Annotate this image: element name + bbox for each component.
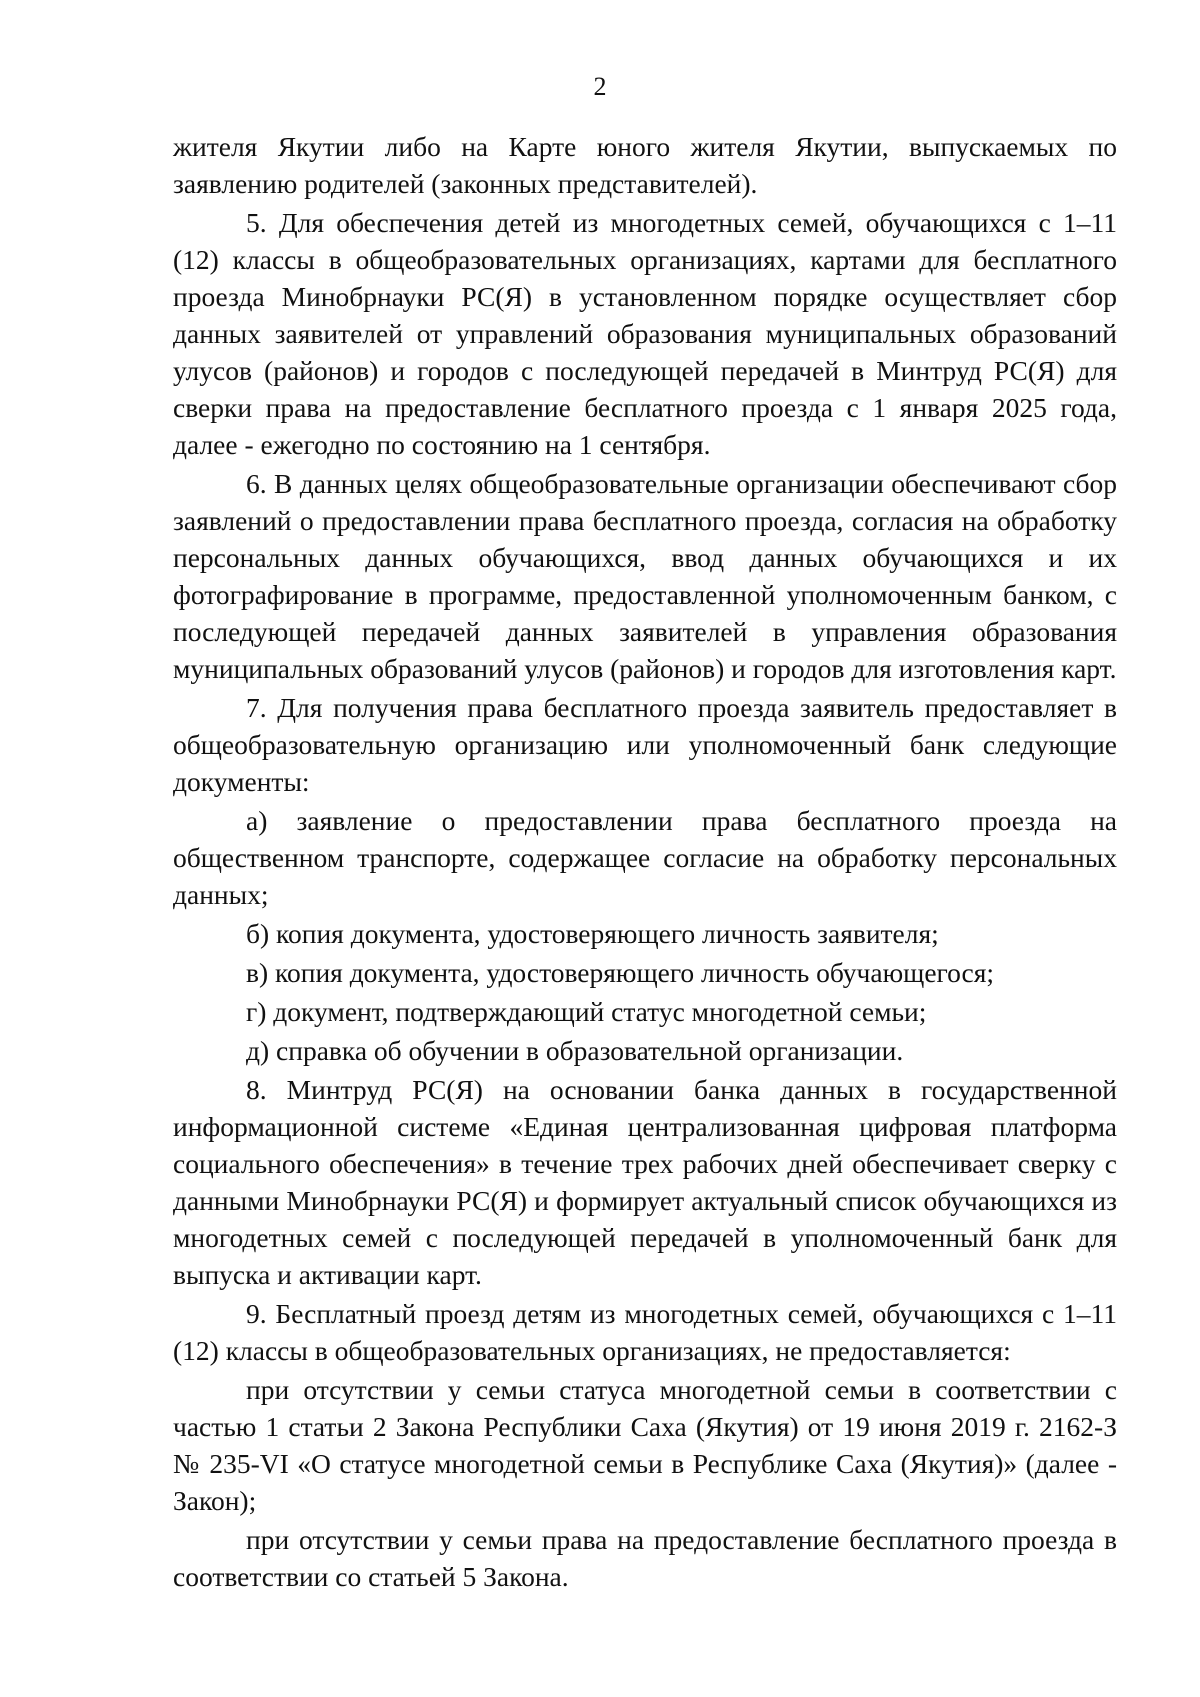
- subitem-b: б) копия документа, удостоверяющего личность заявителя;: [246, 918, 939, 949]
- subitem-g: г) документ, подтверждающий статус многодетной семьи;: [246, 996, 927, 1027]
- paragraph-item-8: 8. Минтруд РС(Я) на основании банка данных в государственной информационной системе «Единая централизованная цифровая платформа социального обеспечения» в течение трех рабочих дней обеспечивает сверку с данными Минобрнауки РС(Я) и формирует актуальный список обучающихся из многодетных семей с последующей передачей в уполномоченный банк для выпуска и активации карт.: [173, 1074, 1117, 1290]
- subitem-a: а) заявление о предоставлении права бесплатного проезда на общественном транспорте, содержащее согласие на обработку персональных данных;: [173, 805, 1117, 910]
- paragraph-condition-2: при отсутствии у семьи права на предоставление бесплатного проезда в соответствии со статьей 5 Закона.: [173, 1524, 1117, 1592]
- paragraph-item-5: 5. Для обеспечения детей из многодетных семей, обучающихся с 1–11 (12) классы в общеобразовательных организациях, картами для бесплатного проезда Минобрнауки РС(Я) в установленном порядке осуществляет сбор данных заявителей от управлений образования муниципальных образований улусов (районов) и городов с последующей передачей в Минтруд РС(Я) для сверки права на предоставление бесплатного проезда с 1 января 2025 года, далее - ежегодно по состоянию на 1 сентября.: [173, 207, 1117, 460]
- paragraph-condition-1: при отсутствии у семьи статуса многодетной семьи в соответствии с частью 1 статьи 2 Закона Республики Саха (Якутия) от 19 июня 2019 г. 2162-З № 235-VI «О статусе многодетной семьи в Республике Саха (Якутия)» (далее - Закон);: [173, 1374, 1117, 1516]
- document-body: [173, 128, 1117, 1595]
- subitem-v: в) копия документа, удостоверяющего личность обучающегося;: [246, 957, 995, 988]
- paragraph-continuation: жителя Якутии либо на Карте юного жителя Якутии, выпускаемых по заявлению родителей (законных представителей).: [173, 131, 1117, 199]
- paragraph-item-6: 6. В данных целях общеобразовательные организации обеспечивают сбор заявлений о предоставлении права бесплатного проезда, согласия на обработку персональных данных обучающихся, ввод данных обучающихся и их фотографирование в программе, предоставленной уполномоченным банком, с последующей передачей данных заявителей в управления образования муниципальных образований улусов (районов) и городов для изготовления карт.: [173, 468, 1117, 684]
- paragraph-item-7: 7. Для получения права бесплатного проезда заявитель предоставляет в общеобразовательную организацию или уполномоченный банк следующие документы:: [173, 692, 1117, 797]
- subitem-d: д) справка об обучении в образовательной организации.: [246, 1035, 904, 1066]
- paragraph-item-9: 9. Бесплатный проезд детям из многодетных семей, обучающихся с 1–11 (12) классы в общеобразовательных организациях, не предоставляется:: [173, 1298, 1117, 1366]
- page-number: 2: [593, 72, 607, 101]
